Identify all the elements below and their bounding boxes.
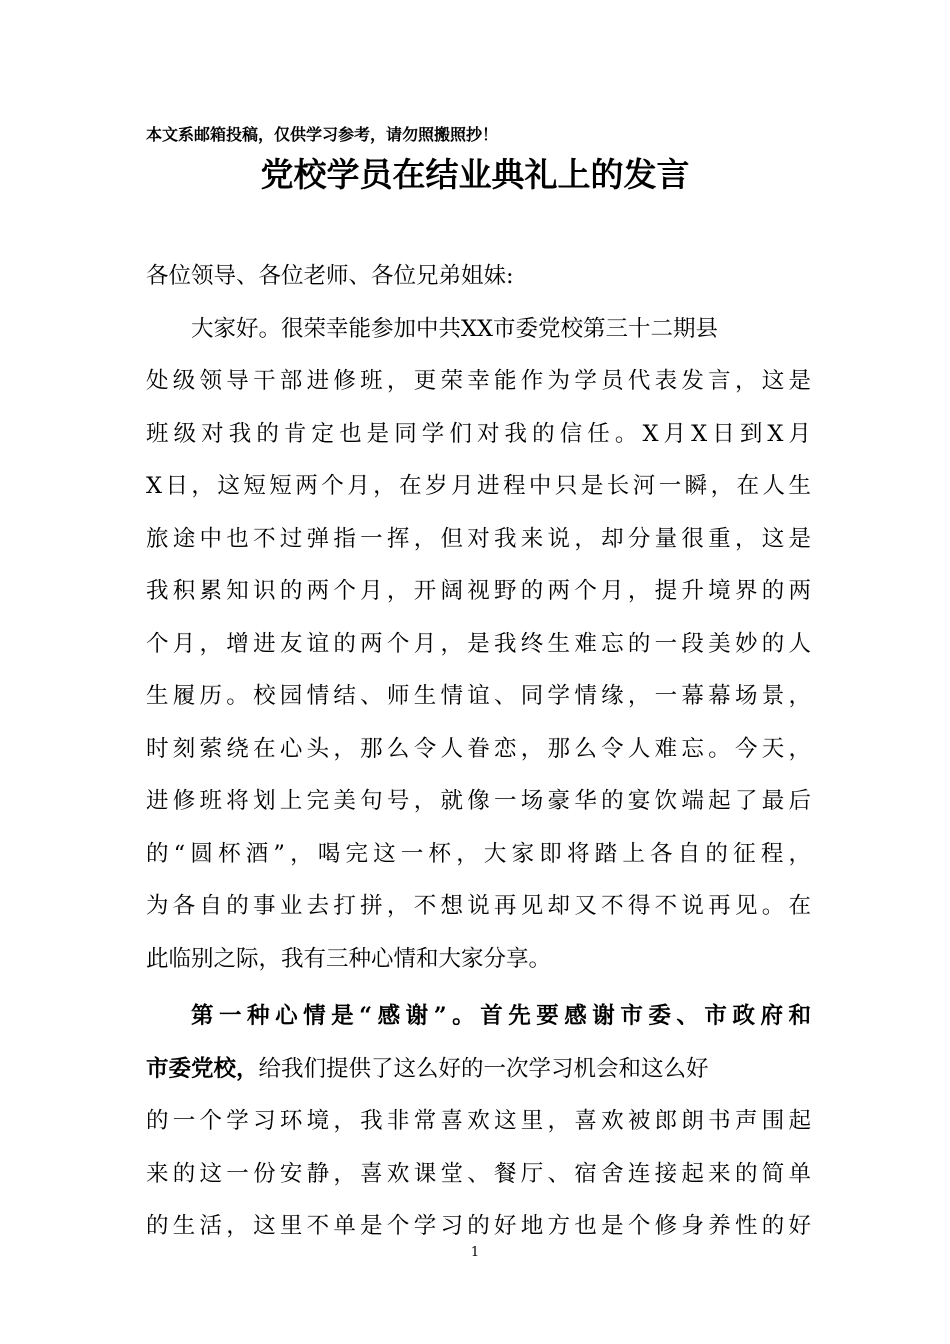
paragraph-line: 进修班将划上完美句号，就像一场豪华的宴饮端起了最后	[146, 788, 811, 814]
paragraph-line: 生履历。校园情结、师生情谊、同学情缘，一幕幕场景，	[146, 683, 811, 709]
paragraph-line: 的一个学习环境，我非常喜欢这里，喜欢被郎朗书声围起	[146, 1108, 811, 1134]
document-title: 党校学员在结业典礼上的发言	[260, 155, 690, 194]
paragraph-line: 我积累知识的两个月，开阔视野的两个月，提升境界的两	[146, 578, 811, 604]
document-body	[146, 250, 811, 1253]
paragraph-line: 的生活，这里不单是个学习的好地方也是个修身养性的好	[146, 1213, 811, 1239]
phrase: 给我们提供了这么好的一次学习机会和这么好	[258, 1055, 709, 1082]
paragraph-line: 此临别之际，我有三种心情和大家分享。	[146, 945, 552, 972]
paragraph-line: 时刻萦绕在心头，那么令人眷恋，那么令人难忘。今天，	[146, 735, 811, 762]
page-number: 1	[470, 1245, 480, 1260]
bold-phrase: 市委党校，	[146, 1055, 259, 1082]
submission-notice: 本文系邮箱投稿，仅供学习参考，请勿照搬照抄！	[146, 125, 499, 144]
paragraph-line: X日，这短短两个月，在岁月进程中只是长河一瞬，在人生	[146, 473, 811, 499]
paragraph-line: 个月，增进友谊的两个月，是我终生难忘的一段美妙的人	[146, 630, 811, 657]
paragraph-line: 为各自的事业去打拼，不想说再见却又不得不说再见。在	[146, 893, 811, 919]
paragraph-line-mixed	[146, 1043, 811, 1096]
paragraph-line: 旅途中也不过弹指一挥，但对我来说，却分量很重，这是	[146, 525, 811, 552]
paragraph-line: 大家好。很荣幸能参加中共XX市委党校第三十二期县	[191, 315, 719, 342]
paragraph-line-bold: 第一种心情是“感谢”。首先要感谢市委、市政府和	[191, 1003, 811, 1029]
paragraph-line: 处级领导干部进修班，更荣幸能作为学员代表发言，这是	[146, 368, 811, 394]
paragraph-line: 的“圆杯酒”，喝完这一杯，大家即将踏上各自的征程，	[146, 840, 811, 867]
salutation: 各位领导、各位老师、各位兄弟姐妹:	[146, 263, 514, 289]
paragraph-line: 班级对我的肯定也是同学们对我的信任。X月X日到X月	[146, 420, 811, 447]
paragraph-line: 来的这一份安静，喜欢课堂、餐厅、宿舍连接起来的简单	[146, 1160, 811, 1187]
